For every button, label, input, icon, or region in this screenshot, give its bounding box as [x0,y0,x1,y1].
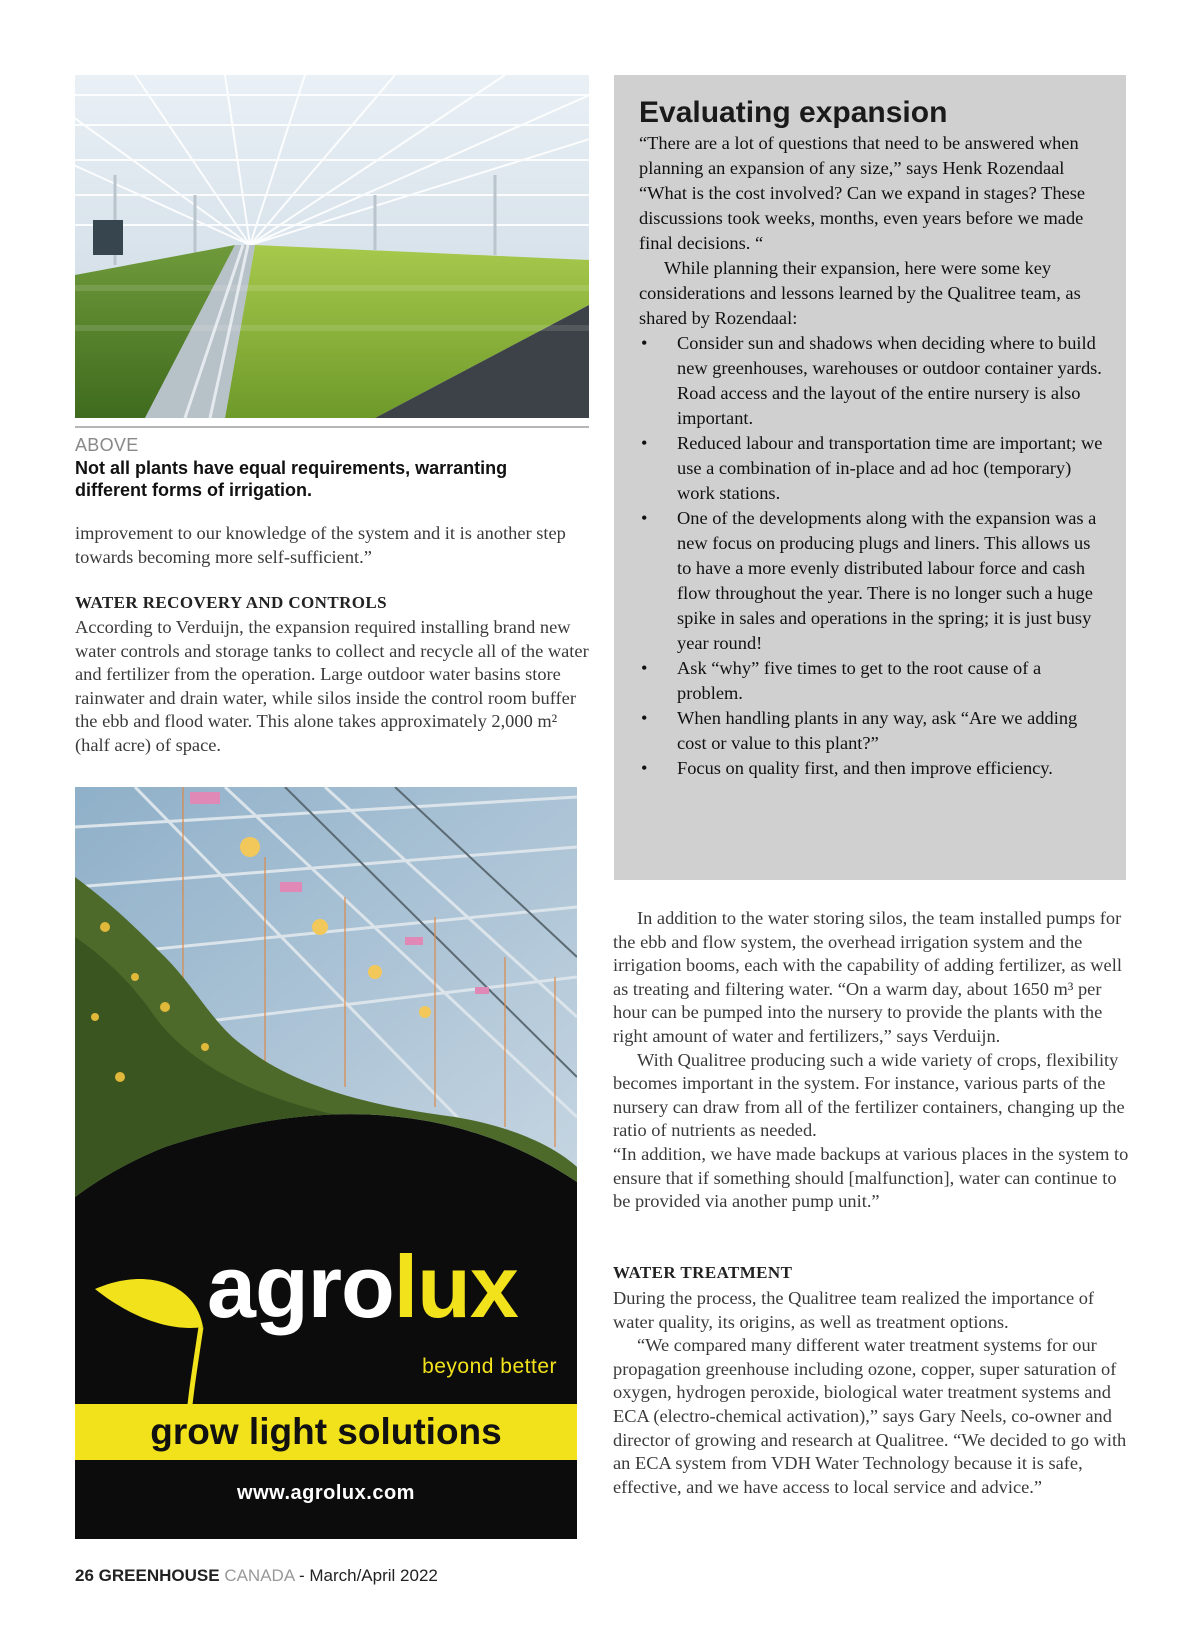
section-heading-water-recovery: WATER RECOVERY AND CONTROLS [75,593,387,612]
agrolux-wordmark [207,1237,518,1336]
list-item [639,756,1109,781]
magazine-name-bold: GREENHOUSE [98,1566,220,1585]
list-item [639,656,1109,706]
list-item [639,506,1109,656]
water-recovery-paragraph: According to Verduijn, the expansion required installing brand new water controls and storage tanks to collect and recycle all of the water and fertilizer from the operation. Large outdoor water basins store rainwater and drain water, while silos inside the control room buffer the ebb and flood water. This alone takes approximately 2,000 m² (half acre) of space. [75,617,589,755]
page-footer [75,1566,438,1586]
water-treatment-text [613,1287,1133,1499]
flexibility-paragraph: With Qualitree producing such a wide variety of crops, flexibility becomes important in the system. For instance, various parts of the nursery can draw from all of the fertilizer containers, changing up the ratio of nutrients as needed. [613,1049,1125,1141]
caption-kicker: ABOVE [75,435,139,455]
list-item-text: One of the developments along with the expansion was a new focus on producing plugs and liners. This allows us to have a more evenly distributed labour force and cash flow throughout the year. There is no longer such a huge spike in sales and operations in the spring; it is just busy year round! [677,508,1097,653]
list-item-text: When handling plants in any way, ask “Are we adding cost or value to this plant?” [677,708,1078,753]
agrolux-tagline: beyond better [422,1355,557,1378]
list-item [639,331,1109,431]
agrolux-advertisement[interactable] [75,787,577,1539]
list-item-text: Consider sun and shadows when deciding where to build new greenhouses, warehouses or outdoor container yards. Road access and the layout of the entire nursery is also important. [677,333,1102,428]
ad-banner-text: grow light solutions [150,1411,502,1452]
wordmark-lux: lux [393,1237,518,1336]
sidebar-bullet-list [639,331,1109,781]
left-continuation-paragraph: improvement to our knowledge of the system and it is another step towards becoming more self-sufficient.” [75,523,566,567]
sidebar-body [639,131,1109,781]
photo-caption: Not all plants have equal requirements, warranting different forms of irrigation. [75,458,508,500]
right-column-text [613,907,1133,1214]
bullet-glyph: • [641,333,648,353]
backups-paragraph: “In addition, we have made backups at various places in the system to ensure that if something should [malfunction], water can continue to be provided via another pump unit.” [613,1143,1129,1212]
bullet-glyph: • [641,433,648,453]
bullet-glyph: • [641,508,648,528]
treatment-systems-paragraph: “We compared many different water treatment systems for our propagation greenhouse including ozone, copper, super saturation of oxygen, hydrogen peroxide, biological water treatment systems and ECA (electro-chemical activation),” says Gary Neels, co-owner and director of growing and research at Qualitree. “We decided to go with an ECA system from VDH Water Technology because it is safe, effective, and we have access to local service and advice.” [613,1335,1127,1497]
sidebar-intro: While planning their expansion, here were some key considerations and lessons learned by the Qualitree team, as shared by Rozendaal: [639,258,1081,328]
caption-divider [75,426,589,428]
list-item-text: Reduced labour and transportation time are important; we use a combination of in-place and ad hoc (temporary) work stations. [677,433,1103,503]
list-item-text: Focus on quality first, and then improve efficiency. [677,758,1053,778]
list-item-text: Ask “why” five times to get to the root cause of a problem. [677,658,1042,703]
bullet-glyph: • [641,758,648,778]
sidebar-title: Evaluating expansion [639,96,948,129]
magazine-name-light: CANADA [224,1566,295,1585]
agrolux-url-link[interactable]: www.agrolux.com [237,1482,415,1504]
wordmark-agro: agro [207,1237,394,1336]
water-silos-paragraph: In addition to the water storing silos, the team installed pumps for the ebb and flow system, the overhead irrigation system and the irrigation booms, each with the capability of adding fertilizer, as well as treating and filtering water. “On a warm day, about 1650 m³ per hour can be pumped into the nursery to provide the plants with the right amount of water and fertilizers,” says Verduijn. [613,908,1122,1046]
bullet-glyph: • [641,708,648,728]
greenhouse-illustration [75,75,589,418]
sidebar-quote: “There are a lot of questions that need to be answered when planning an expansion of any size,” says Henk Rozendaal “What is the cost involved? Can we expand in stages? These discussions took weeks, months, even years before we made final decisions. “ [639,133,1086,253]
bullet-glyph: • [641,658,648,678]
issue-date: - March/April 2022 [298,1566,438,1585]
greenhouse-photo [75,75,589,418]
section-heading-water-treatment: WATER TREATMENT [613,1263,793,1282]
page-number: 26 [75,1566,94,1585]
list-item [639,431,1109,506]
water-quality-paragraph: During the process, the Qualitree team realized the importance of water quality, its origins, as well as treatment options. [613,1288,1095,1332]
list-item [639,706,1109,756]
